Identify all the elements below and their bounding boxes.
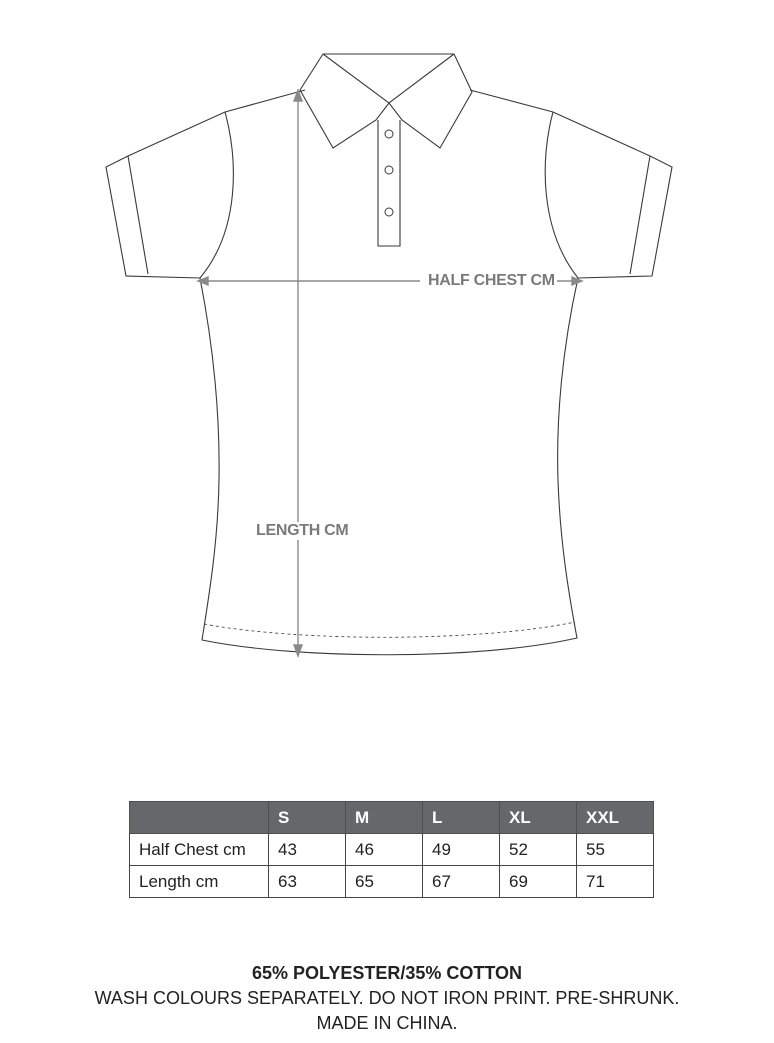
header-cell bbox=[130, 802, 269, 834]
header-cell: L bbox=[423, 802, 500, 834]
shirt-body-outline bbox=[106, 90, 672, 655]
size-chart-table bbox=[129, 801, 654, 898]
table-row bbox=[130, 866, 654, 898]
collar-inner bbox=[323, 54, 454, 103]
header-cell: M bbox=[346, 802, 423, 834]
table-cell: 71 bbox=[577, 866, 654, 898]
table-cell: 63 bbox=[269, 866, 346, 898]
arrowhead-bottom bbox=[294, 645, 302, 656]
length-label: LENGTH CM bbox=[256, 522, 349, 539]
left-cuff bbox=[128, 156, 148, 274]
button-icon bbox=[385, 130, 393, 138]
header-cell: XL bbox=[500, 802, 577, 834]
table-cell: 52 bbox=[500, 834, 577, 866]
hem-stitch bbox=[204, 622, 575, 637]
button-icon bbox=[385, 208, 393, 216]
table-cell: 69 bbox=[500, 866, 577, 898]
table-cell: 43 bbox=[269, 834, 346, 866]
fabric-composition: 65% POLYESTER/35% COTTON bbox=[251, 963, 523, 983]
table-row bbox=[130, 834, 654, 866]
right-cuff bbox=[630, 156, 650, 274]
table-header-row bbox=[130, 802, 654, 834]
header-cell: XXL bbox=[577, 802, 654, 834]
table-cell: 65 bbox=[346, 866, 423, 898]
row-label: Half Chest cm bbox=[130, 834, 269, 866]
table-cell: 55 bbox=[577, 834, 654, 866]
half-chest-label: HALF CHEST CM bbox=[428, 272, 555, 289]
table-cell: 49 bbox=[423, 834, 500, 866]
header-cell: S bbox=[269, 802, 346, 834]
row-label: Length cm bbox=[130, 866, 269, 898]
placket bbox=[378, 120, 400, 246]
country-of-origin: MADE IN CHINA. bbox=[316, 1013, 458, 1033]
wash-instructions: WASH COLOURS SEPARATELY. DO NOT IRON PRINT. PRE-SHRUNK. bbox=[94, 988, 680, 1008]
left-sleeve-seam bbox=[200, 112, 233, 278]
button-icon bbox=[385, 166, 393, 174]
table-cell: 46 bbox=[346, 834, 423, 866]
table-cell: 67 bbox=[423, 866, 500, 898]
right-sleeve-seam bbox=[545, 112, 578, 278]
